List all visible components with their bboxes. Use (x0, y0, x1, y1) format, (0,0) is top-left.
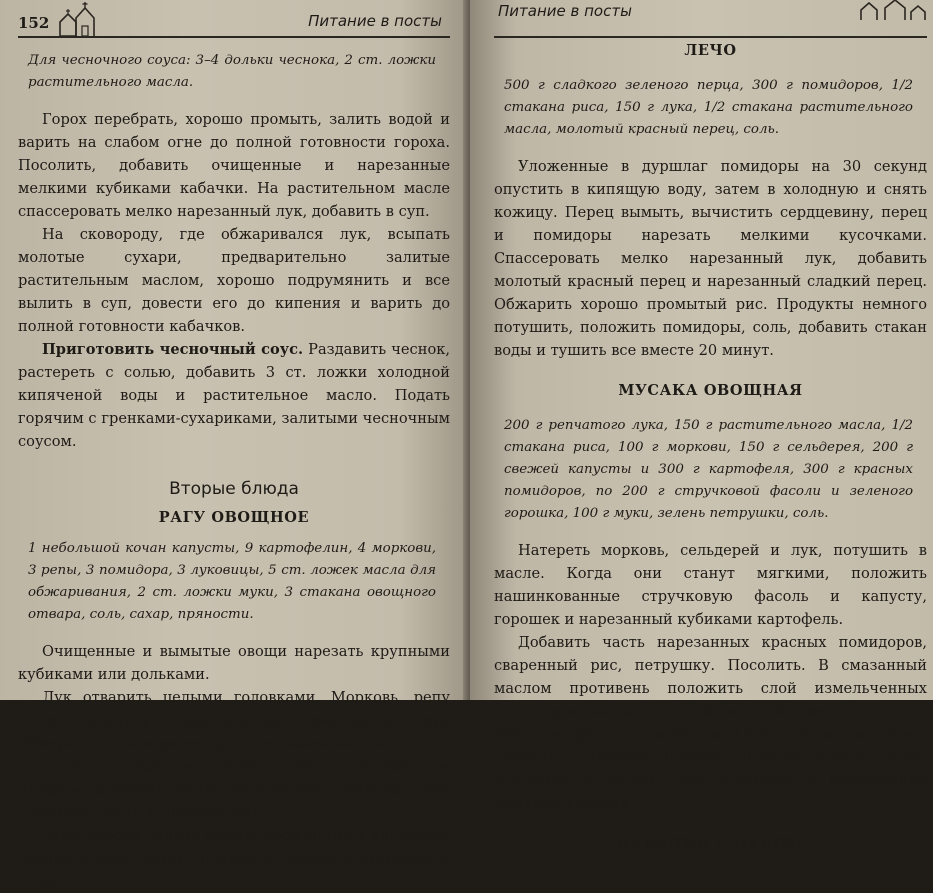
recipe-step: Натереть морковь, сельдерей и лук, потушить в масле. Когда они станут мягкими, положить нашинкованные стручковую фасоль и капусту, горошек и нарезанный кубиками картофель. (494, 542, 927, 628)
church-icon (56, 2, 102, 36)
recipe-ingredients: 200 г репчатого лука, 150 г растительного масла, 1/2 стакана риса, 100 г моркови, 150 г сельдерея, 200 г свежей капусты и 300 г картофеля, 300 г красных помидоров, по 200 г стручковой фасоли и зеленого горошка, 100 г муки, зелень петрушки, соль. (504, 418, 913, 521)
left-running-head (18, 0, 450, 38)
body-paragraph: На сковороду, где обжаривался лук, всыпать молотые сухари, предварительно залитые растительным маслом, хорошо подрумянить и все вылить в суп, довести его до кипения и варить до полной готовности кабачков. (18, 226, 450, 335)
recipe-step: Этим соусом залить овощи, сложенные в кастрюле, добавить соль, сахар, пряности, накрыть крышкой и тушить 15– (18, 827, 450, 890)
section-title: Вторые блюда (169, 479, 299, 499)
paragraph-text: Раздавить чеснок, растереть с солью, добавить 3 ст. ложки холодной кипяченой воды и растительное масло. Подать горячим с гренками-сухариками, залитыми чесночным соусом. (18, 341, 450, 450)
bold-lead: Приготовить чесночный соус. (42, 341, 304, 358)
right-page (470, 0, 933, 852)
recipe-title: КАБАЧКИ С ЛУКОМ (617, 835, 804, 852)
recipe-ingredients: 1 небольшой кочан капусты, 9 картофелин, 4 моркови, 3 репы, 3 помидора, 3 луковицы, 5 ст. ложек масла для обжаривания, 2 ст. ложки муки, 3 стакана овощного отвара, соль, сахар, пряности. (28, 541, 436, 622)
recipe-step: Очищенные и вымытые овощи нарезать крупными кубиками или дольками. (18, 643, 450, 683)
garlic-sauce-ingredients: Для чесночного соуса: 3–4 дольки чеснока, 2 ст. ложки растительного масла. (28, 53, 436, 90)
recipe-step: Добавить часть нарезанных красных помидоров, сваренный рис, петрушку. Посолить. В смазанный маслом противень положить слой измельченных помидоров, на них — слой овощной смеси, потом — ломтики красных помидоров. В конце залить маслом и запекать в духовке 30 минут. В конце залить соусом «Бешамель». Запечь снова в духовке до образования румяной корочки. (494, 634, 927, 812)
body-paragraph (18, 338, 450, 453)
recipe-step: Отдельно поджарить муку, развести ее овощным отваром, добавить мелко нарезанные помидоры или томатную пасту и прокипятить. (18, 758, 450, 821)
body-paragraph: Горох перебрать, хорошо промыть, залить водой и варить на слабом огне до полной готовности гороха. Посолить, добавить очищенные и нарезанные мелкими кубиками кабачки. На растительном масле спассеровать мелко нарезанный лук, добавить в суп. (18, 111, 450, 220)
church-icon (855, 0, 927, 20)
recipe-step: Лук отварить целыми головками. Морковь, репу тушить, капусту отварить в воде, картофель и лук обжарить на сковороде с растительным маслом. (18, 689, 450, 752)
recipe-title: ЛЕЧО (684, 42, 737, 59)
recipe-title: МУСАКА ОВОЩНАЯ (618, 382, 803, 399)
running-title: Питание в посты (498, 2, 632, 20)
recipe-ingredients: 500 г сладкого зеленого перца, 300 г помидоров, 1/2 стакана риса, 150 г лука, 1/2 стакана растительного масла, молотый красный перец, соль. (504, 78, 913, 137)
recipe-step: Уложенные в дуршлаг помидоры на 30 секунд опустить в кипящую воду, затем в холодную и снять кожицу. Перец вымыть, вычистить сердцевину, перец и помидоры нарезать мелкими кусочками. Спассеровать мелко нарезанный лук, добавить молотый красный перец и нарезанный сладкий перец. Обжарить хорошо промытый рис. Продукты немного потушить, положить помидоры, соль, добавить стакан воды и тушить все вместе 20 минут. (494, 158, 927, 359)
right-running-head (494, 0, 927, 38)
recipe-title: РАГУ ОВОЩНОЕ (158, 509, 310, 526)
page-number: 152 (18, 14, 50, 32)
running-title: Питание в посты (308, 12, 442, 30)
